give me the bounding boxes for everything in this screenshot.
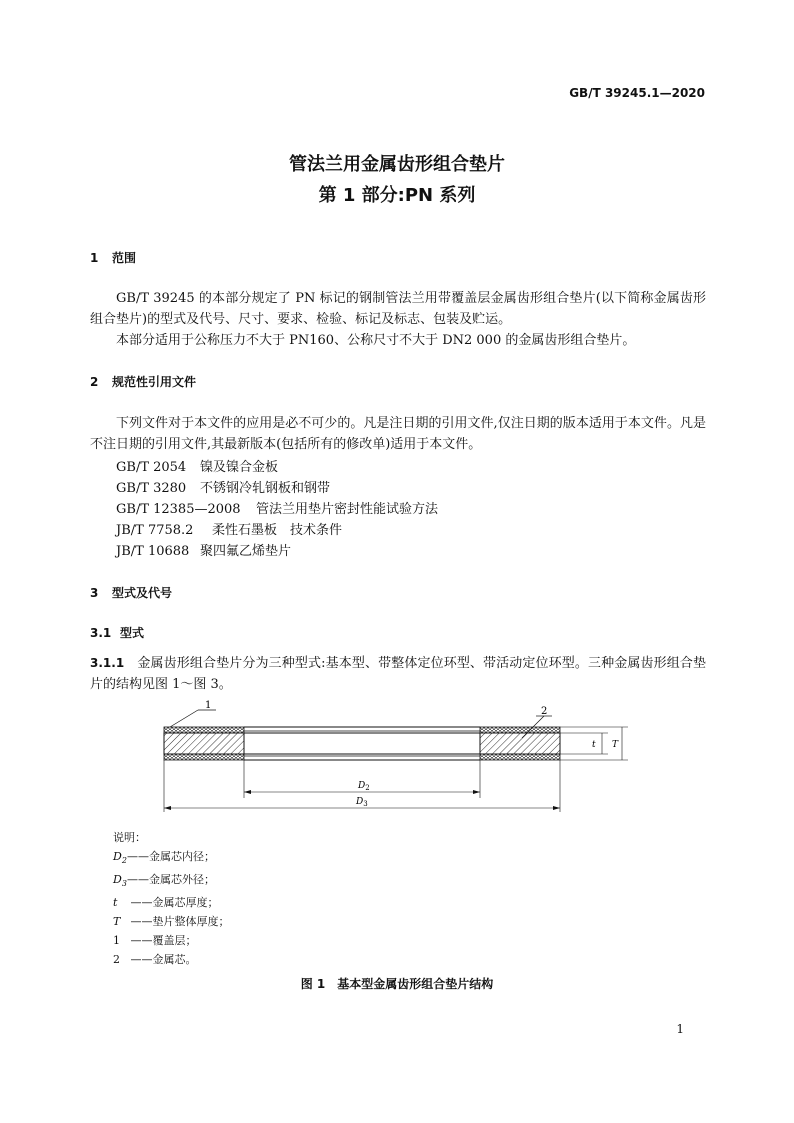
figure-1-caption: 图 1 基本型金属齿形组合垫片结构 (300, 977, 494, 991)
legend-subscript: 2 (121, 856, 127, 866)
section-number: 3.1 (90, 626, 112, 640)
legend-item (113, 950, 230, 969)
section-title: 规范性引用文件 (112, 375, 197, 389)
reference-title: 聚四氟乙烯垫片 (200, 544, 292, 559)
section-number: 3 (90, 586, 99, 600)
legend-subscript: 3 (121, 879, 127, 889)
legend-item (113, 893, 230, 912)
standard-code: GB/T 39245.1—2020 (569, 86, 705, 100)
bore-outline (244, 727, 480, 760)
legend-symbol: 2 (113, 953, 120, 967)
section-3-1-1-text (90, 653, 706, 695)
reference-title: 柔性石墨板 技术条件 (212, 523, 343, 538)
legend-item (113, 870, 230, 893)
section-title: 范围 (112, 251, 137, 265)
legend-description: 金属芯外径； (149, 873, 215, 887)
section-1-paragraph-1: GB/T 39245 的本部分规定了 PN 标记的钢制管法兰用带覆盖层金属齿形组合垫片(以下简称金属齿形组合垫片)的型式及代号、尺寸、要求、检验、标记及标志、包装及贮运。 (90, 291, 706, 327)
legend-dash: —— (130, 934, 153, 948)
reference-title: 不锈钢冷轧钢板和钢带 (200, 481, 331, 496)
section-2-heading (90, 373, 196, 390)
dimension-d3 (164, 797, 560, 810)
legend-symbol: 1 (113, 934, 120, 948)
reference-item (116, 477, 330, 496)
right-gasket-section (480, 727, 560, 760)
legend-symbol: D (113, 873, 122, 887)
section-number: 1 (90, 251, 99, 265)
section-2-intro: 下列文件对于本文件的应用是必不可少的。凡是注日期的引用文件,仅注日期的版本适用于本文件。凡是不注日期的引用文件,其最新版本(包括所有的修改单)适用于本文件。 (90, 416, 706, 452)
section-1-paragraph-2: 本部分适用于公称压力不大于 PN160、公称尺寸不大于 DN2 000 的金属齿形组合垫片。 (116, 333, 636, 348)
left-gasket-section (164, 727, 244, 760)
reference-code: JB/T 10688 (116, 544, 190, 559)
document-subtitle: 第 1 部分:PN 系列 (318, 185, 476, 206)
section-number: 2 (90, 375, 99, 389)
legend-description: 金属芯内径； (149, 850, 215, 863)
legend-dash: —— (130, 896, 153, 910)
clause-number: 3.1.1 (90, 656, 125, 670)
page-number: 1 (676, 1022, 684, 1036)
legend-description: 垫片整体厚度； (152, 915, 230, 929)
callout-2-label: 2 (541, 706, 548, 717)
figure-1-legend (113, 828, 230, 969)
clause-text: 金属齿形组合垫片分为三种型式:基本型、带整体定位环型、带活动定位环型。三种金属齿形组合垫片的结构见图 1～图 3。 (90, 656, 706, 692)
reference-code: GB/T 3280 (116, 481, 187, 496)
legend-description: 金属芯厚度； (152, 896, 219, 910)
d3-label: $D_3$ (356, 797, 368, 808)
dimension-d2 (244, 781, 480, 794)
legend-item (113, 847, 230, 870)
reference-item (116, 540, 291, 559)
legend-item (113, 931, 230, 950)
reference-code: JB/T 7758.2 (116, 523, 194, 538)
legend-dash: —— (130, 915, 153, 929)
reference-title: 镍及镍合金板 (200, 460, 279, 475)
legend-title: 说明： (113, 831, 146, 844)
legend-description: 金属芯。 (152, 953, 197, 967)
reference-item (116, 498, 438, 517)
callout-1-label: 1 (205, 700, 212, 711)
legend-symbol: D (113, 850, 122, 863)
legend-dash: —— (130, 953, 153, 967)
legend-item (113, 912, 230, 931)
reference-item (116, 519, 342, 538)
section-3-1-heading (90, 624, 144, 641)
thickness-T-label: T (612, 740, 619, 750)
section-3-heading (90, 584, 172, 601)
legend-dash: —— (127, 850, 149, 863)
legend-dash: —— (127, 873, 149, 887)
thickness-t-label: t (592, 740, 596, 750)
section-title: 型式 (120, 626, 145, 640)
section-title: 型式及代号 (112, 586, 173, 600)
figure-1-drawing (150, 700, 640, 820)
d2-label: $D_2$ (358, 781, 370, 792)
reference-code: GB/T 12385—2008 (116, 502, 241, 517)
reference-item (116, 456, 278, 475)
legend-symbol: T (113, 915, 121, 929)
legend-symbol: t (113, 896, 118, 910)
section-1-heading (90, 249, 136, 266)
reference-title: 管法兰用垫片密封性能试验方法 (256, 502, 439, 517)
callout-1 (170, 700, 216, 727)
reference-code: GB/T 2054 (116, 460, 187, 475)
document-title: 管法兰用金属齿形组合垫片 (289, 154, 505, 175)
legend-description: 覆盖层； (152, 934, 197, 948)
